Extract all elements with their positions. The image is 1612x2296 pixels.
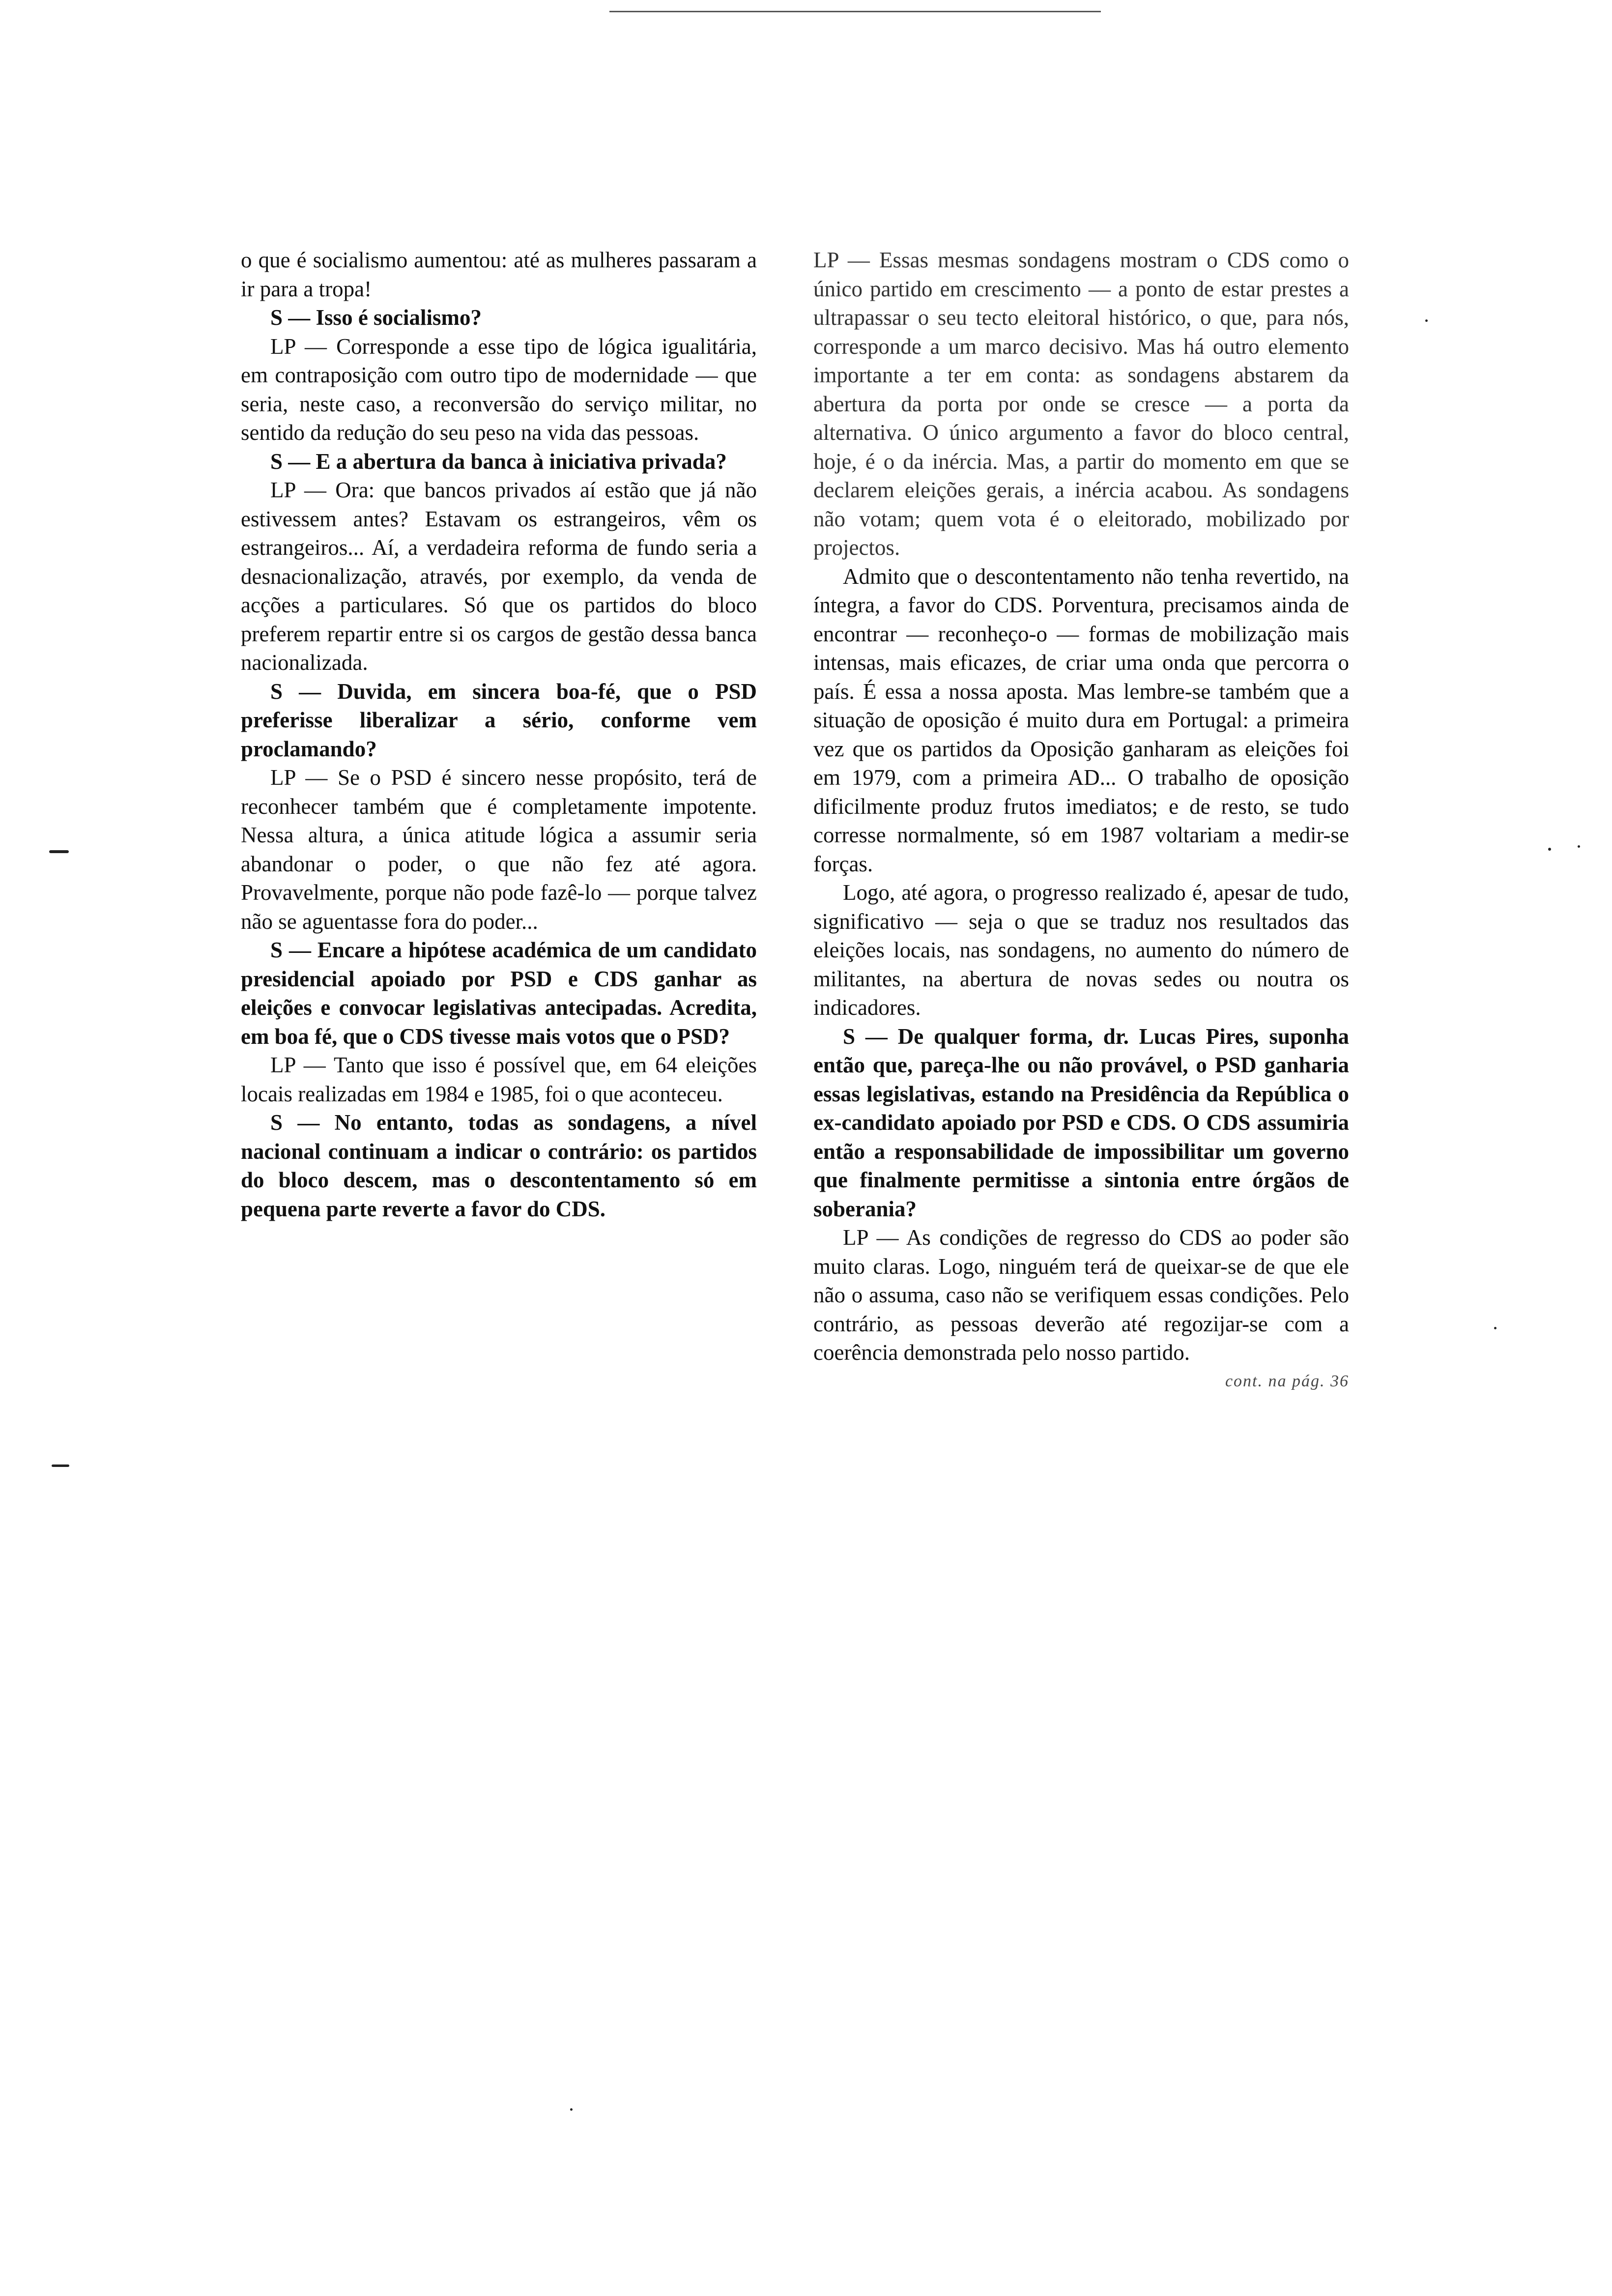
interviewer-question: S — Encare a hipótese académica de um candidato presidencial apoiado por PSD e CDS ganhar as eleições e convocar legislativas antecipadas. Acredita, em boa fé, que o CDS tivesse mais votos que o PSD? bbox=[241, 938, 757, 1049]
interviewer-question: S — E a abertura da banca à iniciativa privada? bbox=[270, 449, 727, 474]
interviewee-answer: LP — Se o PSD é sincero nesse propósito, terá de reconhecer também que é completamente impotente. Nessa altura, a única atitude lógica a assumir seria abandonar o poder, o que não fez até agora. Provavelmente, porque não pode fazê-lo — porque talvez não se aguentasse fora do poder... bbox=[241, 765, 757, 934]
interviewee-answer: LP — Tanto que isso é possível que, em 64 eleições locais realizadas em 1984 e 1985, foi o que aconteceu. bbox=[241, 1053, 757, 1106]
interviewer-question: S — No entanto, todas as sondagens, a nível nacional continuam a indicar o contrário: os partidos do bloco descem, mas o descontentamento só em pequena parte reverte a favor do CDS. bbox=[241, 1110, 757, 1221]
scan-speck bbox=[1548, 848, 1551, 851]
continuation-note: cont. na pág. 36 bbox=[1225, 1372, 1349, 1390]
interviewee-answer: LP — As condições de regresso do CDS ao poder são muito claras. Logo, ninguém terá de queixar-se de que ele não o assuma, caso não se verifiquem essas condições. Pelo contrário, as pessoas deverão até regozijar-se com a coerência demonstrada pelo nosso partido. bbox=[813, 1225, 1349, 1365]
interviewer-question: S — De qualquer forma, dr. Lucas Pires, suponha então que, pareça-lhe ou não provável, o PSD ganharia essas legislativas, estando na Presidência da República o ex-candidato apoiado por PSD e CDS. O CDS assumiria então a responsabilidade de impossibilitar um governo que finalmente permitisse a sintonia entre órgãos de soberania? bbox=[813, 1024, 1349, 1221]
scan-speck bbox=[49, 850, 69, 853]
paragraph: o que é socialismo aumentou: até as mulheres passaram a ir para a tropa! bbox=[241, 248, 757, 301]
interviewer-question: S — Isso é socialismo? bbox=[270, 305, 482, 330]
interviewee-answer: LP — Essas mesmas sondagens mostram o CDS como o único partido em crescimento — a ponto de estar prestes a ultrapassar o seu tecto eleitoral histórico, o que, para nós, corresponde a um marco decisivo. Mas há outro elemento importante a ter em conta: as sondagens abstarem da abertura da porta por onde se cresce — a porta da alternativa. O único argumento a favor do bloco central, hoje, é o da inércia. Mas, a partir do momento em que se declarem eleições gerais, a inércia acabou. As sondagens não votam; quem vota é o eleitorado, mobilizado por projectos. bbox=[813, 248, 1349, 560]
interviewee-answer: LP — Ora: que bancos privados aí estão que já não estivessem antes? Estavam os estrangeiros, vêm os estrangeiros... Aí, a verdadeira reforma de fundo seria a desnacionalização, através, por exemplo, da venda de acções a particulares. Só que os partidos do bloco preferem repartir entre si os cargos de gestão dessa banca nacionalizada. bbox=[241, 478, 757, 675]
paragraph: Admito que o descontentamento não tenha revertido, na íntegra, a favor do CDS. Porventura, precisamos ainda de encontrar — reconheço-o — formas de mobilização mais intensas, mais eficazes, de criar uma onda que percorra o país. É essa a nossa aposta. Mas lembre-se também que a situação de oposição é muito dura em Portugal: a primeira vez que os partidos da Oposição ganharam as eleições foi em 1979, com a primeira AD... O trabalho de oposição dificilmente produz frutos imediatos; e de resto, se tudo corresse normalmente, só em 1987 voltariam a medir-se forças. bbox=[813, 564, 1349, 876]
scan-speck bbox=[1494, 1327, 1497, 1329]
interviewee-answer: LP — Corresponde a esse tipo de lógica igualitária, em contraposição com outro tipo de modernidade — que seria, neste caso, a reconversão do serviço militar, no sentido da redução do seu peso na vida das pessoas. bbox=[241, 334, 757, 445]
scan-speck bbox=[1578, 845, 1580, 848]
left-column bbox=[241, 246, 757, 1223]
scan-speck bbox=[52, 1464, 69, 1467]
scan-speck bbox=[570, 2108, 573, 2111]
scan-speck bbox=[1425, 319, 1428, 322]
paragraph: Logo, até agora, o progresso realizado é, apesar de tudo, significativo — seja o que se traduz nos resultados das eleições locais, nas sondagens, no aumento do número de militantes, na abertura de novas sedes ou noutra os indicadores. bbox=[813, 880, 1349, 1020]
scan-top-line bbox=[609, 11, 1101, 12]
interviewer-question: S — Duvida, em sincera boa-fé, que o PSD preferisse liberalizar a sério, conforme vem proclamando? bbox=[241, 679, 757, 761]
right-column bbox=[813, 246, 1349, 1396]
